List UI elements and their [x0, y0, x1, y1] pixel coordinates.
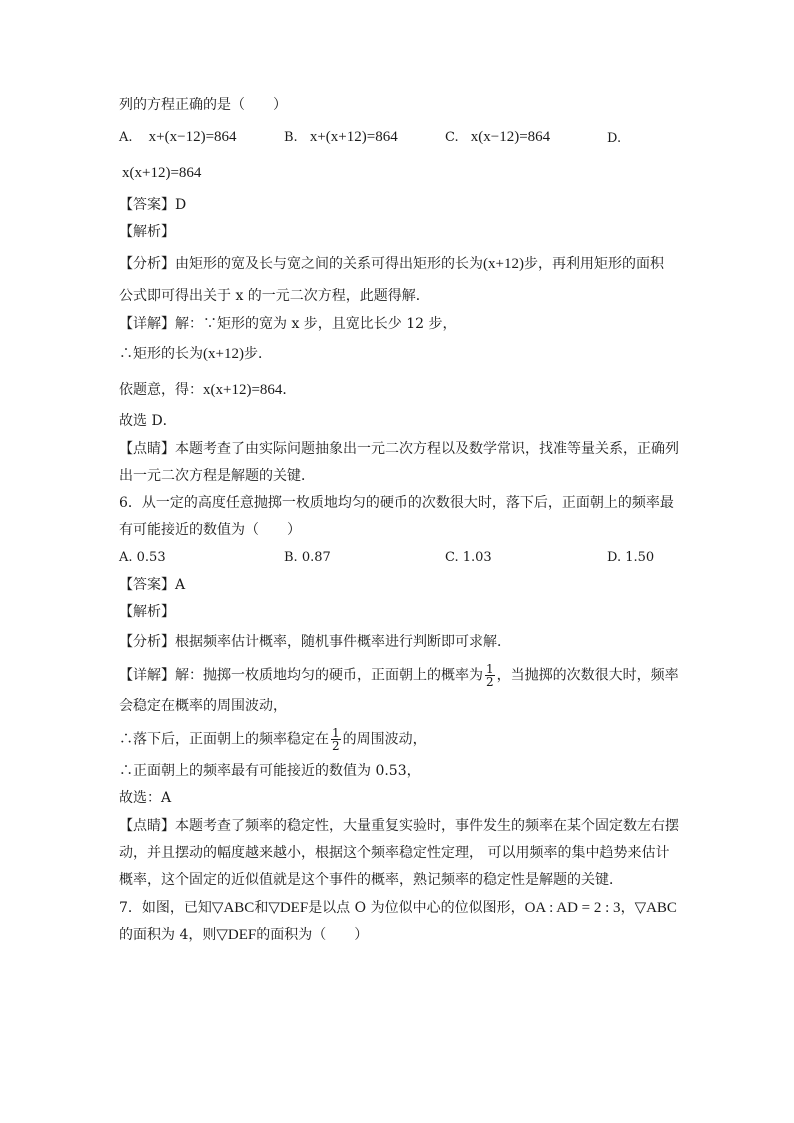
q5-xiangjie-line3-expr: x(x+12)=864	[203, 382, 283, 398]
fraction-numerator: 1	[486, 662, 494, 676]
q5-xiangjie-line2-expr: (x+12)	[203, 346, 244, 362]
q5-option-b	[284, 128, 398, 147]
q5-xiangjie-line3-end: ．	[282, 382, 297, 398]
fraction-denominator: 2	[486, 675, 494, 689]
q6-xiangjie-line2: 会稳定在概率的周围波动，	[119, 698, 287, 714]
q7-text-5: 的面积为 4，则	[119, 927, 217, 943]
q5-option-c-expr: x(x−12)=864	[470, 129, 551, 145]
q7-triangle-abc-2: ▽ABC	[634, 900, 677, 916]
q5-xiangjie-line1: 【详解】解：∵矩形的宽为 x 步，且宽比长少 12 步，	[119, 316, 457, 332]
q5-fenxi-line2: 公式即可得出关于 x 的一元二次方程，此题得解．	[119, 288, 430, 304]
q7-text-4: ，	[620, 900, 635, 916]
q6-xiangjie-line5: 故选：A	[119, 790, 172, 806]
q6-xiangjie-line3-end: 的周围波动，	[342, 731, 427, 748]
q5-option-d-label: D.	[607, 131, 622, 146]
q6-dianjing-line1: 【点睛】本题考查了频率的稳定性，大量重复实验时，事件发生的频率在某个固定数左右摆	[119, 818, 679, 834]
q6-fraction-one-half	[485, 663, 495, 688]
fraction-numerator: 1	[332, 726, 340, 740]
q5-option-a	[119, 128, 237, 147]
q6-fraction-one-half-2	[331, 727, 341, 752]
q5-analysis-heading: 【解析】	[119, 224, 175, 240]
q5-fenxi-expr: (x+12)	[483, 256, 524, 272]
q6-stem-line2: 有可能接近的数值为（ ）	[119, 522, 301, 538]
q5-xiangjie-line2	[119, 345, 272, 363]
q5-xiangjie-line2-text: ∴矩形的长为	[119, 346, 203, 362]
q6-xiangjie-line4: ∴正面朝上的频率最有可能接近的数值为 0.53，	[119, 763, 421, 779]
q7-text-3: 是以点 O 为位似中心的位似图形，	[308, 900, 525, 916]
q6-xiangjie-line1-text: 【详解】解：抛掷一枚质地均匀的硬币，正面朝上的概率为	[119, 667, 483, 684]
q7-stem-line2	[119, 926, 368, 944]
q5-xiangjie-line2-end: 步．	[243, 346, 272, 362]
q7-triangle-def-2: ▽DEF	[216, 927, 257, 943]
q5-option-d-expr: x(x+12)=864	[122, 165, 202, 181]
q7-triangle-def: ▽DEF	[268, 900, 309, 916]
q6-analysis-heading: 【解析】	[119, 604, 175, 620]
q5-fenxi-text-end: 步，再利用矩形的面积	[523, 256, 664, 272]
q7-text-1: 7．如图，已知	[119, 900, 212, 916]
q7-ratio: OA : AD = 2 : 3	[524, 900, 621, 916]
q5-option-c	[445, 128, 550, 147]
q5-stem-end: 列的方程正确的是（ ）	[119, 97, 287, 113]
q7-text-6: 的面积为（ ）	[256, 927, 369, 943]
q6-xiangjie-line1	[119, 663, 679, 688]
q7-text-2: 和	[254, 900, 269, 916]
q5-xiangjie-line3	[119, 381, 296, 399]
q5-fenxi-text: 【分析】由矩形的宽及长与宽之间的关系可得出矩形的长为	[119, 256, 483, 272]
q6-option-c: C. 1.03	[445, 550, 492, 565]
q6-dianjing-line3: 概率，这个固定的近似值就是这个事件的概率，熟记频率的稳定性是解题的关键．	[119, 872, 623, 888]
q5-dianjing-line1: 【点睛】本题考查了由实际问题抽象出一元二次方程以及数学常识，找准等量关系，正确列	[119, 441, 679, 457]
q5-xiangjie-line4: 故选 D．	[119, 413, 177, 429]
q5-fenxi-line1	[119, 255, 664, 273]
q6-xiangjie-line3	[119, 727, 427, 752]
q6-fenxi: 【分析】根据频率估计概率，随机事件概率进行判断即可求解．	[119, 634, 511, 650]
q6-dianjing-line2: 动，并且摆动的幅度越来越小，根据这个频率稳定性定理， 可以用频率的集中趋势来估计	[119, 845, 670, 861]
q5-option-a-expr: x+(x−12)=864	[148, 129, 237, 145]
q5-dianjing-line2: 出一元二次方程是解题的关键．	[119, 468, 315, 484]
q6-stem-line1: 6．从一定的高度任意抛掷一枚质地均匀的硬币的次数很大时，落下后，正面朝上的频率最	[119, 495, 674, 511]
q5-option-c-label: C.	[445, 130, 459, 145]
q6-option-d: D. 1.50	[607, 550, 655, 565]
q6-option-b: B. 0.87	[284, 550, 331, 565]
q6-answer: 【答案】A	[119, 577, 186, 593]
q7-stem-line1	[119, 899, 677, 917]
q6-xiangjie-line3-text: ∴落下后，正面朝上的频率稳定在	[119, 731, 329, 748]
q6-option-a: A. 0.53	[119, 550, 166, 565]
q5-option-b-label: B.	[284, 130, 298, 145]
fraction-denominator: 2	[332, 739, 340, 753]
q6-xiangjie-line1-end: ，当抛掷的次数很大时，频率	[496, 667, 679, 684]
q5-option-b-expr: x+(x+12)=864	[309, 129, 398, 145]
q7-triangle-abc: ▽ABC	[211, 900, 255, 916]
q5-answer: 【答案】D	[119, 197, 187, 213]
q5-xiangjie-line3-text: 依题意，得：	[119, 382, 203, 398]
q5-option-a-label: A.	[119, 130, 133, 145]
